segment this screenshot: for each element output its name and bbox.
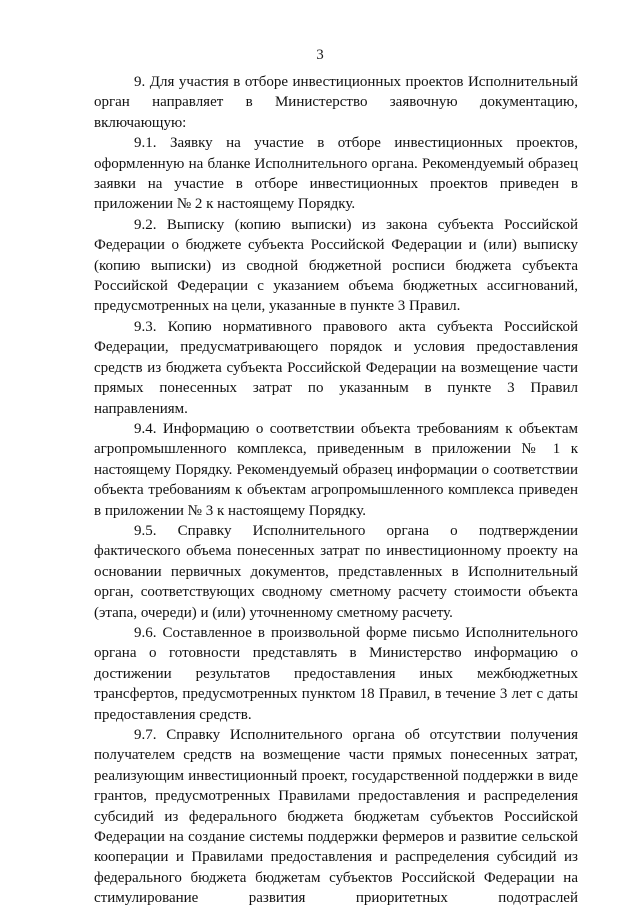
- paragraph-9-1: 9.1. Заявку на участие в отборе инвестиционных проектов, оформленную на бланке Исполнительного органа. Рекомендуемый образец заявки на участие в отборе инвестиционных проектов приведен в приложении № 2 к настоящему Порядку.: [94, 135, 578, 213]
- paragraph-9-4: 9.4. Информацию о соответствии объекта требованиям к объектам агропромышленного комплекса, приведенным в приложении № 1 к настоящему Порядку. Рекомендуемый образец информации о соответствии объекта требованиям к объектам агропромышленного комплекса приведен в приложении № 3 к настоящему Порядку.: [94, 420, 578, 519]
- paragraph-9-2: 9.2. Выписку (копию выписки) из закона субъекта Российской Федерации о бюджете субъекта Российской Федерации и (или) выписку (копию выписки) из сводной бюджетной росписи бюджета субъекта Российской Федерации с указанием объема бюджетных ассигнований, предусмотренных на цели, указанные в пункте 3 Правил.: [94, 216, 578, 315]
- paragraph-9: 9. Для участия в отборе инвестиционных проектов Исполнительный орган направляет в Министерство заявочную документацию, включающую:: [94, 74, 578, 131]
- document-body: [94, 72, 578, 909]
- paragraph-9-7: 9.7. Справку Исполнительного органа об отсутствии получения получателем средств на возмещение части прямых понесенных затрат, реализующим инвестиционный проект, государственной поддержки в виде грантов, предусмотренных Правилами предоставления и распределения субсидий из федерального бюджета бюджетам субъектов Российской Федерации на создание системы поддержки фермеров и развитие сельской кооперации и Правилами предоставления и распределения субсидий из федерального бюджета бюджетам субъектов Российской Федерации на стимулирование развития приоритетных подотраслей: [94, 727, 578, 907]
- page-number: 3: [316, 47, 324, 63]
- paragraph-9-6: 9.6. Составленное в произвольной форме письмо Исполнительного органа о готовности представлять в Министерство информацию о достижении результатов предоставления иных межбюджетных трансфертов, предусмотренных пунктом 18 Правил, в течение 3 лет с даты предоставления средств.: [94, 624, 578, 723]
- paragraph-9-5: 9.5. Справку Исполнительного органа о подтверждении фактического объема понесенных затрат по инвестиционному проекту на основании первичных документов, представленных в Исполнительный орган, соответствующих сводному сметному расчету стоимости объекта (этапа, очереди) и (или) уточненному сметному расчету.: [94, 522, 578, 621]
- paragraph-9-3: 9.3. Копию нормативного правового акта субъекта Российской Федерации, предусматривающего порядок и условия предоставления средств из бюджета субъекта Российской Федерации на возмещение части прямых понесенных затрат по указанным в пункте 3 Правил направлениям.: [94, 318, 578, 417]
